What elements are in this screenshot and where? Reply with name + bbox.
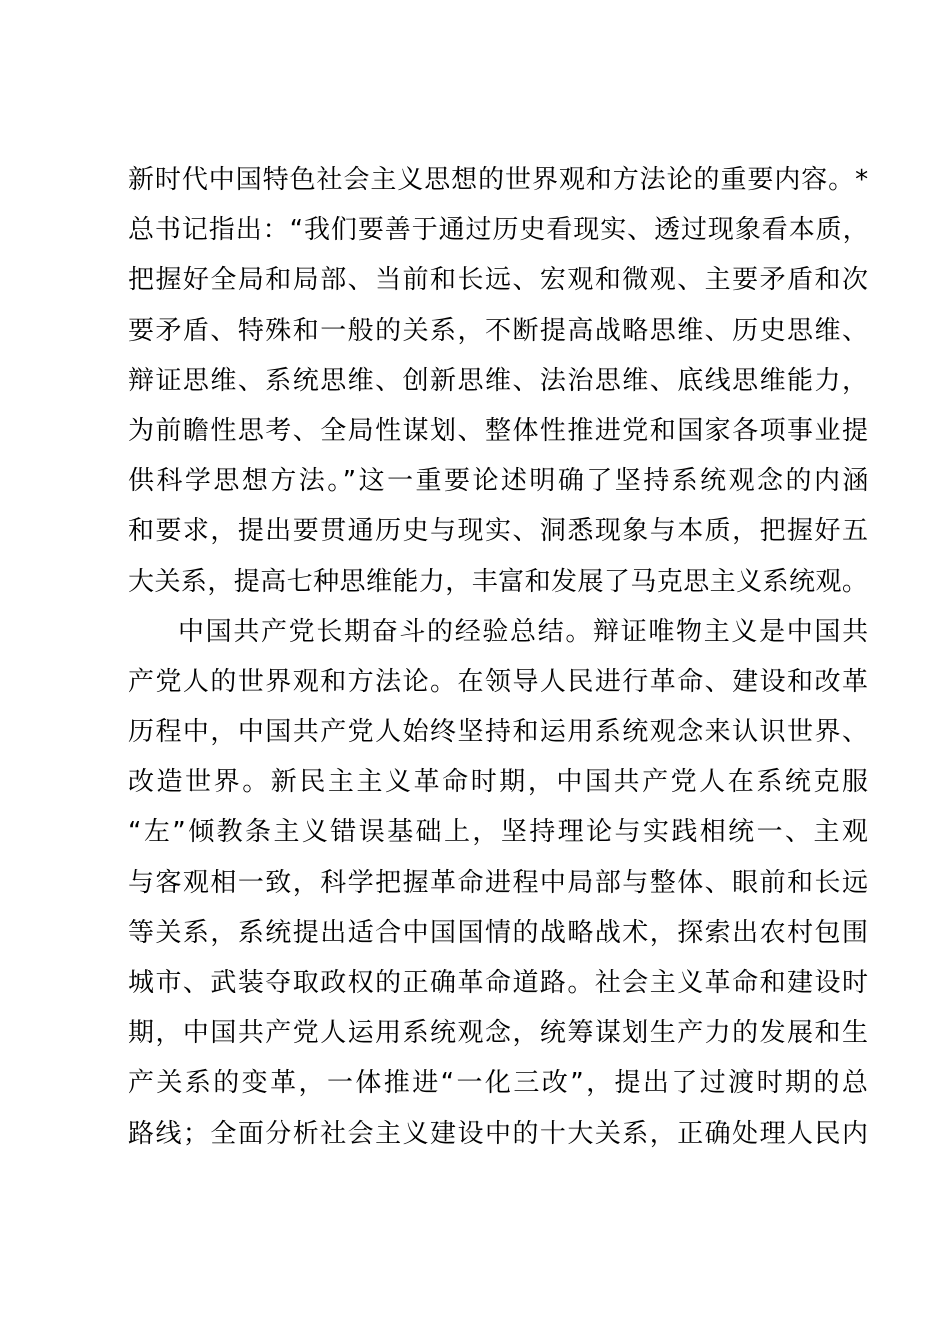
- text-line: 和要求，提出要贯通历史与现实、洞悉现象与本质，把握好五: [128, 516, 870, 547]
- text-line: 大关系，提高七种思维能力，丰富和发展了马克思主义系统观。: [128, 566, 869, 597]
- text-line: 城市、武装夺取政权的正确革命道路。社会主义革命和建设时: [128, 968, 870, 998]
- text-line: 产关系的变革，一体推进“一化三改”，提出了过渡时期的总: [128, 1068, 871, 1099]
- text-line: 期，中国共产党人运用系统观念，统筹谋划生产力的发展和生: [128, 1018, 870, 1049]
- text-line: 要矛盾、特殊和一般的关系，不断提高战略思维、历史思维、: [128, 315, 870, 346]
- text-line: 产党人的世界观和方法论。在领导人民进行革命、建设和改革: [128, 666, 870, 697]
- text-line: 为前瞻性思考、全局性谋划、整体性推进党和国家各项事业提: [128, 415, 870, 446]
- text-line: 与客观相一致，科学把握革命进程中局部与整体、眼前和长远: [128, 867, 870, 898]
- text-line: 总书记指出：“我们要善于通过历史看现实、透过现象看本质，: [128, 215, 870, 246]
- text-line: 等关系，系统提出适合中国国情的战略战术，探索出农村包围: [128, 917, 870, 948]
- text-line: 辩证思维、系统思维、创新思维、法治思维、底线思维能力，: [128, 365, 870, 396]
- text-line: “左”倾教条主义错误基础上，坚持理论与实践相统一、主观: [128, 817, 871, 848]
- text-line: 新时代中国特色社会主义思想的世界观和方法论的重要内容。*: [128, 165, 870, 195]
- text-line: 改造世界。新民主主义革命时期，中国共产党人在系统克服: [128, 767, 871, 798]
- document-body: [128, 155, 871, 1159]
- text-line: 供科学思想方法。”这一重要论述明确了坚持系统观念的内涵: [128, 466, 871, 497]
- text-line: 把握好全局和局部、当前和长远、宏观和微观、主要矛盾和次: [128, 265, 870, 296]
- text-line: 路线；全面分析社会主义建设中的十大关系，正确处理人民内: [128, 1118, 870, 1149]
- paragraph-first-line: 中国共产党长期奋斗的经验总结。辩证唯物主义是中国共: [178, 616, 870, 647]
- text-line: 历程中，中国共产党人始终坚持和运用系统观念来认识世界、: [128, 717, 870, 748]
